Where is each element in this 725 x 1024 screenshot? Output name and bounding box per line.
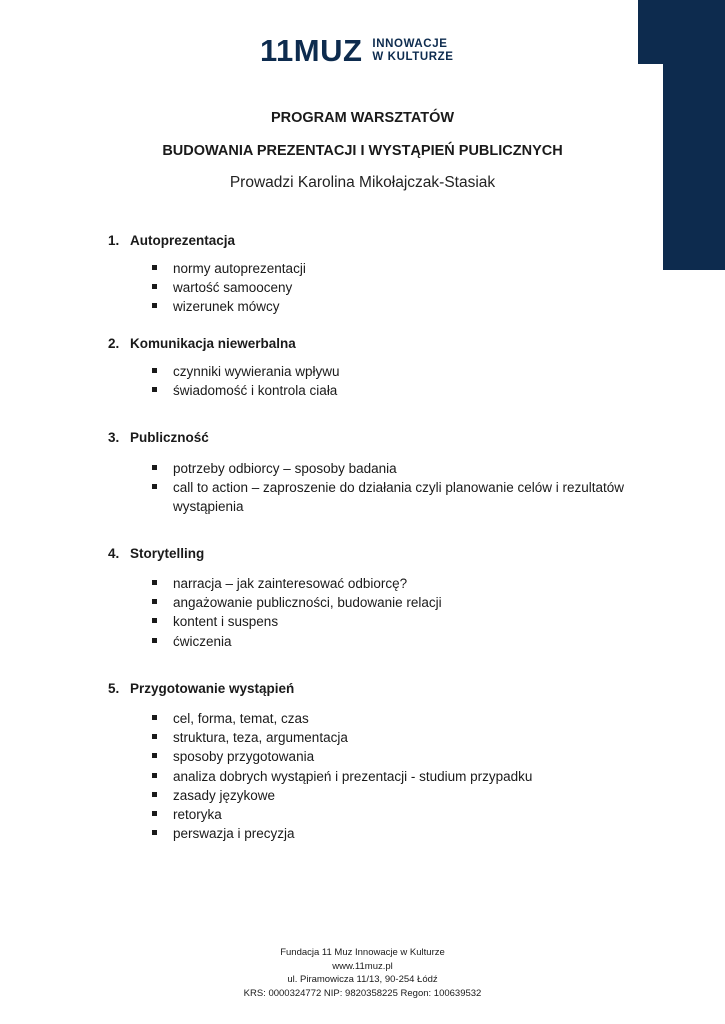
list-item <box>152 805 643 824</box>
list-item <box>152 362 643 381</box>
section-list <box>152 574 643 651</box>
bullet-square-icon <box>152 734 157 739</box>
bullet-square-icon <box>152 618 157 623</box>
list-item-text: call to action – zaproszenie do działania czyli planowanie celów i rezultatów wystąpienia <box>173 480 624 515</box>
section-list <box>152 709 643 843</box>
section-list <box>152 362 643 400</box>
list-item <box>152 459 643 478</box>
list-item-text: świadomość i kontrola ciała <box>173 383 338 399</box>
list-item <box>152 786 643 805</box>
list-item-text: angażowanie publiczności, budowanie relacji <box>173 595 442 611</box>
logo-tagline <box>372 38 453 64</box>
footer-address: ul. Piramowicza 11/13, 90-254 Łódź <box>287 974 438 985</box>
bullet-square-icon <box>152 638 157 643</box>
bullet-square-icon <box>152 753 157 758</box>
bullet-square-icon <box>152 368 157 373</box>
list-item-text: wizerunek mówcy <box>173 299 280 315</box>
bullet-square-icon <box>152 811 157 816</box>
list-item-text: potrzeby odbiorcy – sposoby badania <box>173 461 397 476</box>
list-item <box>152 574 643 593</box>
list-item-text: zasady językowe <box>173 787 276 803</box>
section-list <box>152 259 643 317</box>
bullet-square-icon <box>152 715 157 720</box>
list-item <box>152 259 643 278</box>
page-subtitle: Prowadzi Karolina Mikołajczak-Stasiak <box>229 174 496 191</box>
bullet-square-icon <box>152 792 157 797</box>
list-item-text: wartość samooceny <box>173 280 293 296</box>
bullet-square-icon <box>152 265 157 270</box>
section-number: 5. <box>108 681 120 696</box>
logo-mark: 11MUZ <box>260 33 363 68</box>
section-heading <box>108 233 235 248</box>
list-item <box>152 709 643 728</box>
page-title: PROGRAM WARSZTATÓW <box>270 110 455 126</box>
list-item-text: czynniki wywierania wpływu <box>173 364 340 379</box>
footer-organization: Fundacja 11 Muz Innowacje w Kulturze <box>280 947 445 958</box>
section-title: Autoprezentacja <box>130 233 236 248</box>
list-item <box>152 381 643 400</box>
section-heading <box>108 681 294 696</box>
bullet-square-icon <box>152 599 157 604</box>
list-item <box>152 824 643 843</box>
bullet-square-icon <box>152 484 157 489</box>
bullet-square-icon <box>152 773 157 778</box>
list-item-text: narracja – jak zainteresować odbiorcę? <box>173 576 408 591</box>
section-title: Storytelling <box>130 546 205 561</box>
page-title-line2: BUDOWANIA PREZENTACJI I WYSTĄPIEŃ PUBLICZNYCH <box>162 143 563 159</box>
list-item-text: ćwiczenia <box>173 633 232 649</box>
bullet-square-icon <box>152 580 157 585</box>
list-item-text: analiza dobrych wystąpień i prezentacji - studium przypadku <box>173 768 533 784</box>
list-item <box>152 728 643 747</box>
list-item-text: sposoby przygotowania <box>173 749 315 765</box>
footer <box>0 946 725 1000</box>
logo <box>260 34 454 68</box>
section-heading <box>108 546 204 561</box>
list-item-text: cel, forma, temat, czas <box>173 711 309 726</box>
list-item <box>152 612 643 631</box>
section-list <box>152 459 643 517</box>
list-item <box>152 278 643 297</box>
bullet-square-icon <box>152 830 157 835</box>
list-item <box>152 632 643 651</box>
list-item <box>152 593 643 612</box>
section-heading <box>108 430 209 445</box>
list-item <box>152 747 643 766</box>
section-title: Komunikacja niewerbalna <box>130 336 296 351</box>
section-number: 2. <box>108 336 120 351</box>
list-item-text: struktura, teza, argumentacja <box>173 730 348 746</box>
section-number: 4. <box>108 546 120 561</box>
logo-tagline-line1: INNOWACJE <box>372 38 448 50</box>
bullet-square-icon <box>152 387 157 392</box>
list-item-text: perswazja i precyzja <box>173 826 295 842</box>
list-item <box>152 297 643 316</box>
list-item-text: normy autoprezentacji <box>173 261 306 276</box>
bullet-square-icon <box>152 303 157 308</box>
section-title: Przygotowanie wystąpień <box>130 681 295 696</box>
logo-tagline-line2: W KULTURZE <box>372 51 454 63</box>
corner-decoration-side <box>663 0 725 270</box>
bullet-square-icon <box>152 465 157 470</box>
footer-registration: KRS: 0000324772 NIP: 9820358225 Regon: 100639532 <box>243 987 482 999</box>
section-title: Publiczność <box>130 430 209 445</box>
list-item <box>152 478 643 516</box>
bullet-square-icon <box>152 284 157 289</box>
list-item <box>152 767 643 786</box>
section-heading <box>108 336 296 351</box>
list-item-text: kontent i suspens <box>173 614 279 630</box>
list-item-text: retoryka <box>173 807 222 823</box>
footer-website: www.11muz.pl <box>332 960 393 972</box>
section-number: 3. <box>108 430 120 445</box>
section-number: 1. <box>108 233 120 248</box>
